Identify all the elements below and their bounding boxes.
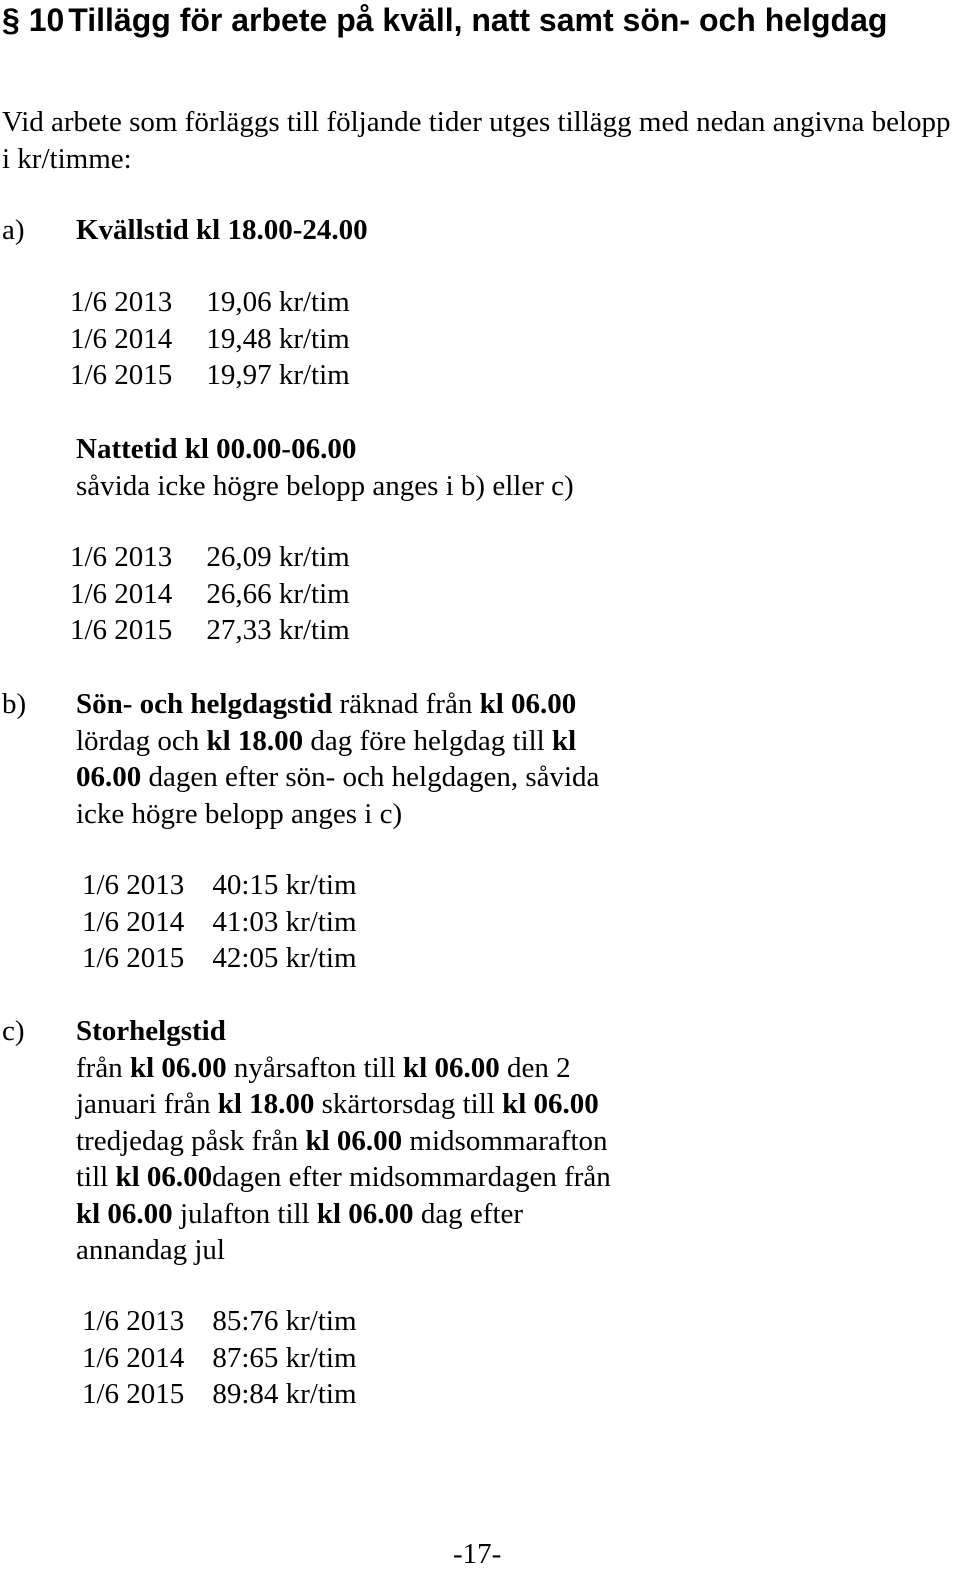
item-letter-a: a) — [2, 214, 25, 246]
rate-amount: 42:05 kr/tim — [212, 942, 357, 974]
item-letter-c: c) — [2, 1015, 25, 1047]
major-holiday-text: från kl 06.00 nyårsafton till kl 06.00 den 2 januari från kl 18.00 skärtorsdag till kl 06.00 tredjedag påsk från kl 06.00 midsommarafton till kl 06.00dagen efter midsommardagen från kl 06.00 julafton till kl 06.00 dag efter annandag jul — [76, 1051, 611, 1266]
rate-amount: 19,97 kr/tim — [206, 359, 350, 391]
rate-date: 1/6 2014 — [70, 322, 173, 355]
section-number: 10 — [28, 2, 65, 38]
rate-date: 1/6 2014 — [82, 1341, 185, 1374]
rate-amount: 89:84 kr/tim — [212, 1378, 357, 1410]
rate-amount: 41:03 kr/tim — [212, 905, 357, 938]
rate-amount: 85:76 kr/tim — [212, 1305, 357, 1337]
rate-amount: 26,66 kr/tim — [206, 577, 350, 610]
major-holiday-title: Storhelgstid — [76, 1015, 226, 1047]
rate-date: 1/6 2015 — [70, 614, 173, 646]
table-row — [70, 576, 350, 613]
rate-date: 1/6 2015 — [82, 1378, 185, 1410]
page-number: -17- — [453, 1538, 502, 1570]
night-title: Nattetid kl 00.00-06.00 — [76, 433, 357, 465]
table-row — [70, 539, 350, 576]
major-holiday-rates-table — [82, 1303, 357, 1413]
sunday-holiday-paragraph: Sön- och helgdagstid räknad från kl 06.00 lördag och kl 18.00 dag före helgdag till kl 06.00 dagen efter sön- och helgdagen, såvida icke högre belopp anges i c) — [76, 688, 600, 830]
evening-title: Kvällstid kl 18.00-24.00 — [76, 214, 368, 246]
rate-date: 1/6 2013 — [82, 869, 185, 901]
table-row — [70, 357, 350, 394]
table-row — [82, 1340, 357, 1377]
sunday-holiday-title: Sön- och helgdagstid — [76, 688, 333, 720]
rate-amount: 19,48 kr/tim — [206, 322, 350, 355]
sunday-holiday-rates-table — [82, 867, 357, 977]
table-row — [82, 867, 357, 904]
intro-paragraph: Vid arbete som förläggs till följande tider utges tillägg med nedan angivna belopp i kr/timme: — [2, 106, 951, 175]
table-row — [82, 904, 357, 941]
table-row — [70, 321, 350, 358]
rate-date: 1/6 2015 — [70, 359, 173, 391]
rate-amount: 19,06 kr/tim — [206, 286, 350, 318]
rate-amount: 87:65 kr/tim — [212, 1341, 357, 1374]
table-row — [70, 284, 350, 321]
section-title: Tillägg för arbete på kväll, natt samt sön- och helgdag — [68, 2, 888, 38]
table-row — [70, 612, 350, 649]
rate-amount: 27,33 kr/tim — [206, 614, 350, 646]
major-holiday-block — [76, 1013, 636, 1269]
section-symbol: § — [2, 2, 20, 38]
rate-date: 1/6 2015 — [82, 942, 185, 974]
table-row — [82, 940, 357, 977]
night-block — [76, 431, 936, 504]
rate-date: 1/6 2013 — [82, 1305, 185, 1337]
item-letter-b: b) — [2, 688, 27, 720]
rate-date: 1/6 2013 — [70, 541, 173, 573]
rate-date: 1/6 2014 — [70, 577, 173, 610]
rate-date: 1/6 2014 — [82, 905, 185, 938]
night-rates-table — [70, 539, 350, 649]
table-row — [82, 1376, 357, 1413]
rate-amount: 26,09 kr/tim — [206, 541, 350, 573]
night-note: såvida icke högre belopp anges i b) eller c) — [76, 469, 574, 502]
evening-rates-table — [70, 284, 350, 394]
section-heading — [2, 0, 952, 41]
rate-amount: 40:15 kr/tim — [212, 869, 357, 901]
table-row — [82, 1303, 357, 1340]
rate-date: 1/6 2013 — [70, 286, 173, 318]
